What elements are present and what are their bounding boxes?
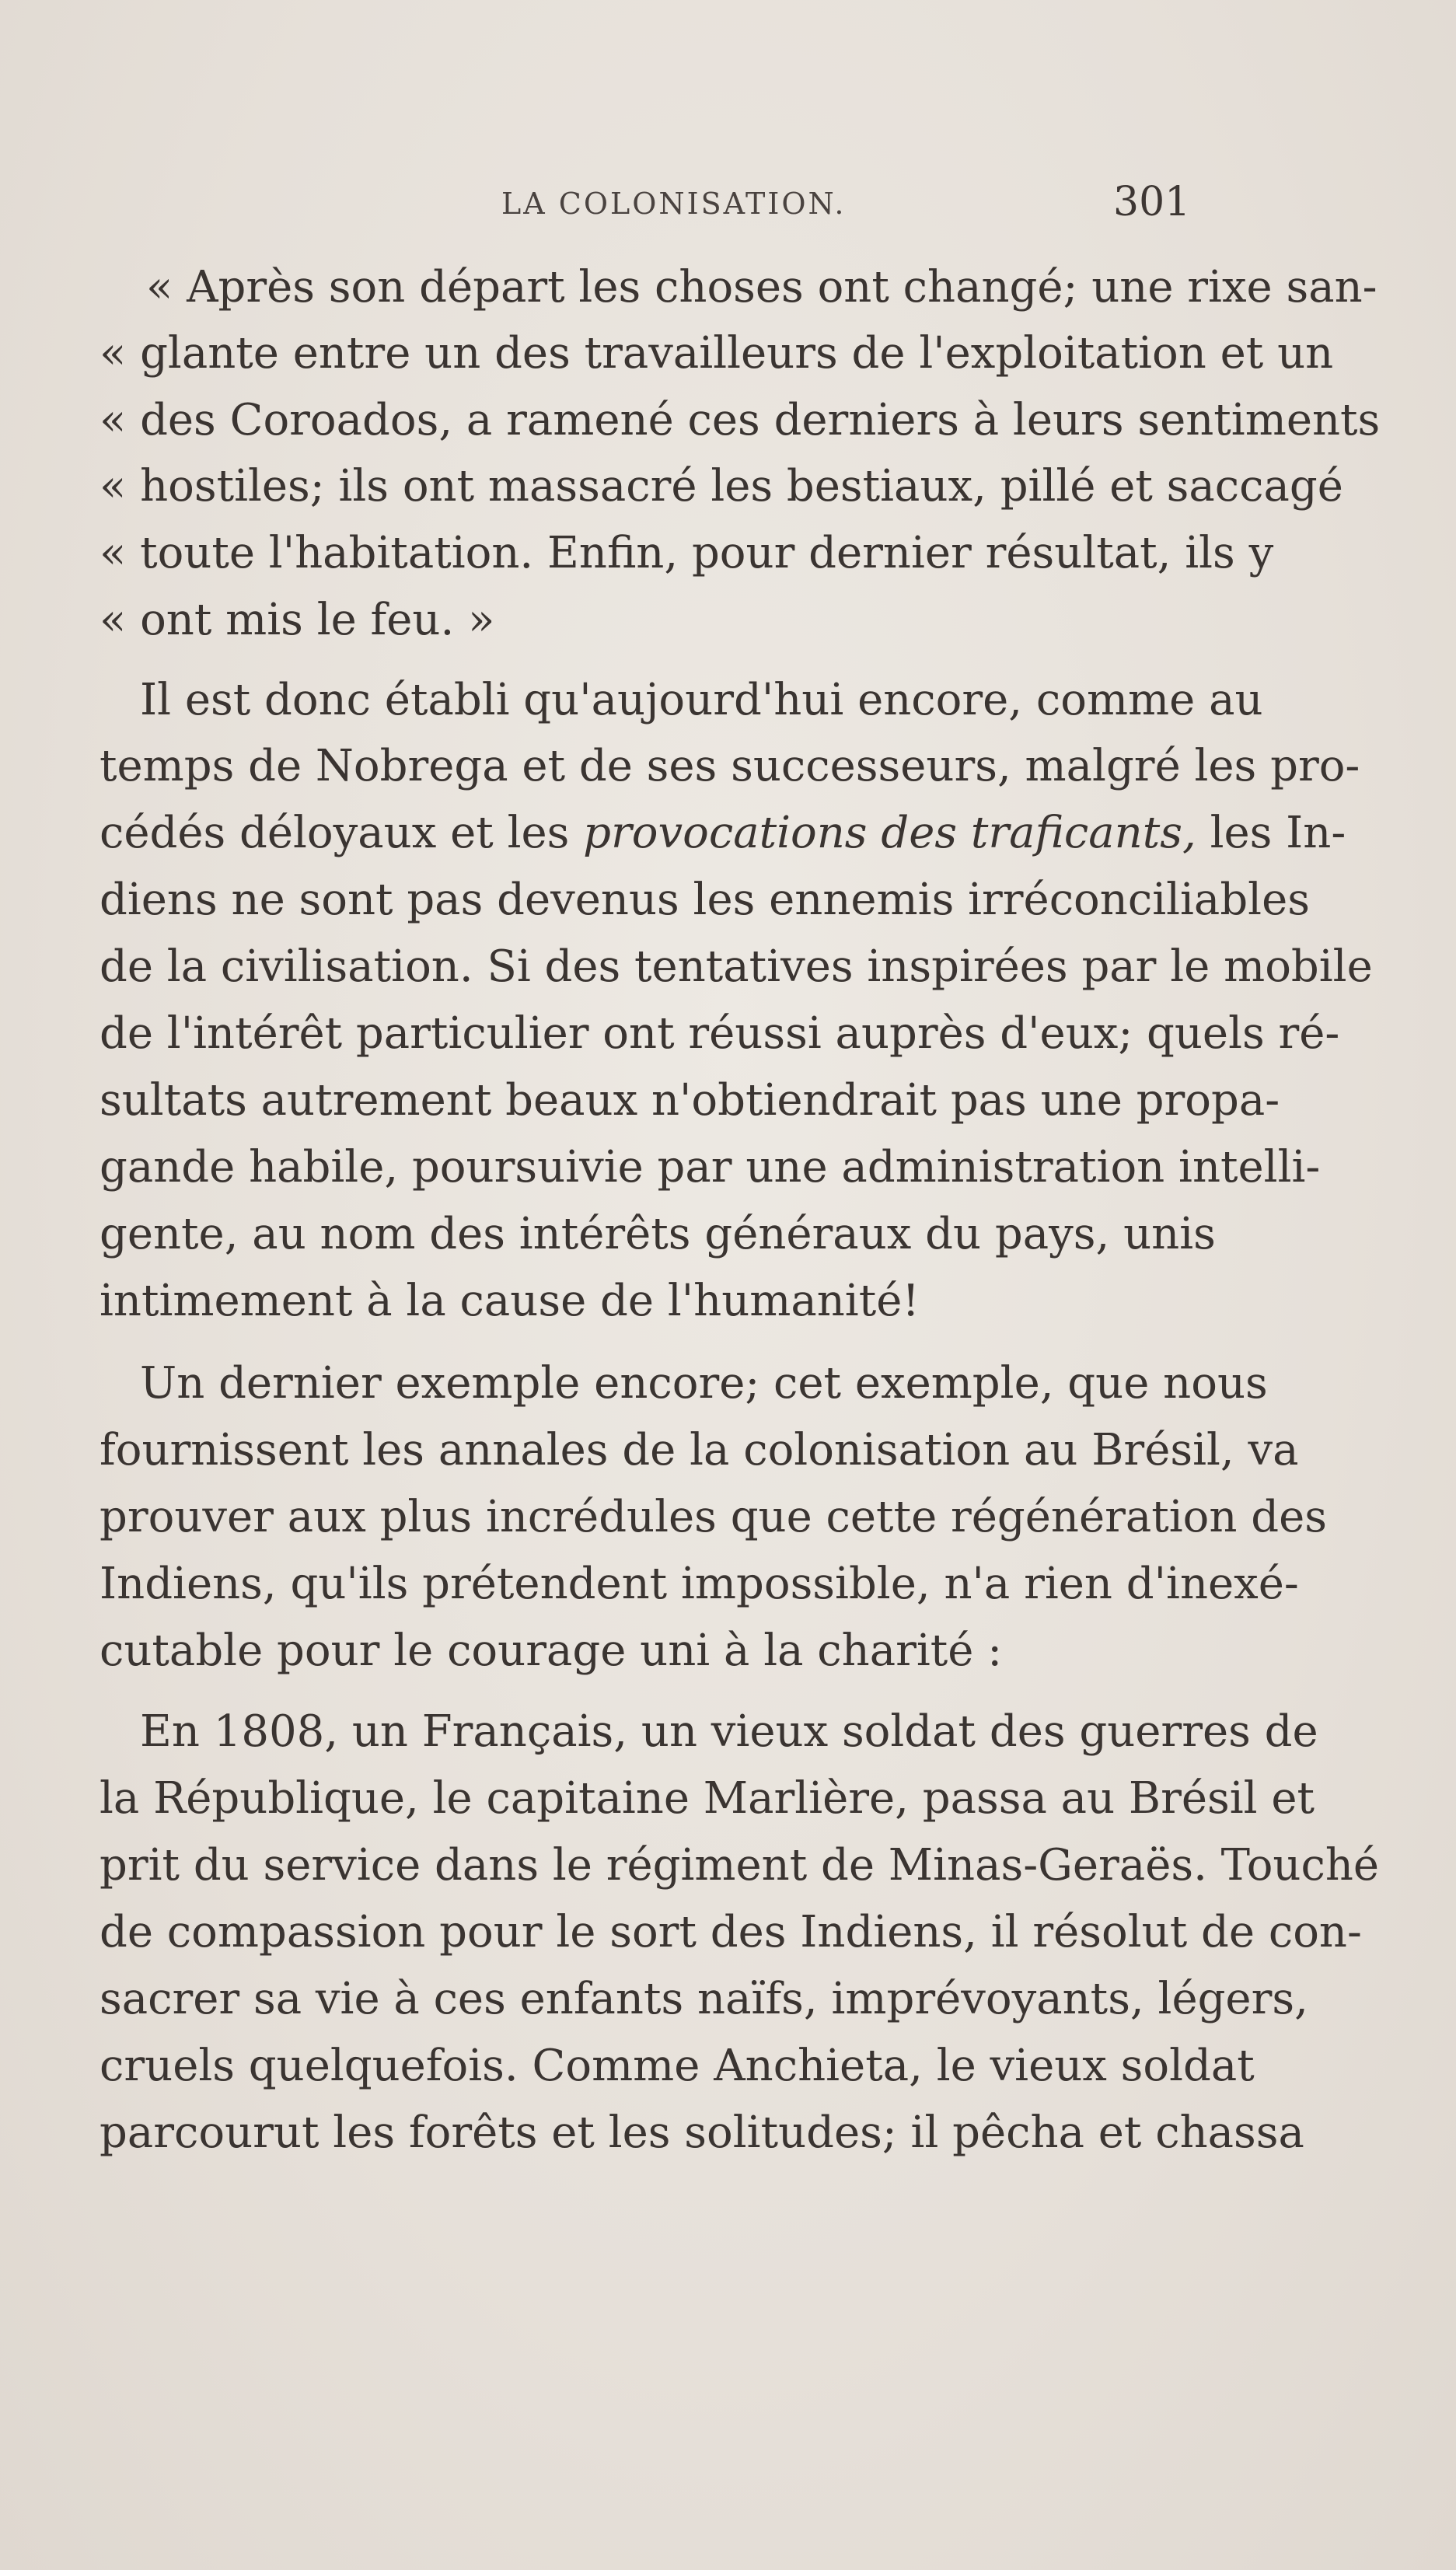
- text-line: cruels quelquefois. Comme Anchieta, le vieux soldat: [100, 2041, 1255, 2091]
- text-line: de compassion pour le sort des Indiens, il résolut de con-: [100, 1907, 1362, 1957]
- text-line: cutable pour le courage uni à la charité :: [100, 1625, 1003, 1676]
- text-line: « des Coroados, a ramené ces derniers à leurs sentiments: [100, 395, 1381, 445]
- text-line: prouver aux plus incrédules que cette régénération des: [100, 1492, 1327, 1542]
- text-line: Il est donc établi qu'aujourd'hui encore, comme au: [140, 675, 1263, 725]
- text-line: « Après son départ les choses ont changé; une rixe san-: [146, 262, 1377, 313]
- text-line: gente, au nom des intérêts généraux du pays, unis: [100, 1209, 1216, 1259]
- italic-phrase: provocations des traficants,: [583, 808, 1196, 858]
- text-segment: cédés déloyaux et les: [100, 808, 570, 858]
- text-line-mixed: [100, 808, 1346, 858]
- text-line: temps de Nobrega et de ses successeurs, malgré les pro-: [100, 741, 1360, 791]
- text-line: « toute l'habitation. Enfin, pour dernier résultat, ils y: [100, 528, 1274, 578]
- text-line: de l'intérêt particulier ont réussi auprès d'eux; quels ré-: [100, 1008, 1340, 1059]
- text-line: diens ne sont pas devenus les ennemis irréconciliables: [100, 875, 1310, 925]
- text-line: la République, le capitaine Marlière, passa au Brésil et: [100, 1773, 1315, 1824]
- text-line: gande habile, poursuivie par une administration intelli-: [100, 1142, 1321, 1192]
- text-line: Indiens, qu'ils prétendent impossible, n'a rien d'inexé-: [100, 1559, 1299, 1609]
- text-line: sultats autrement beaux n'obtiendrait pas une propa-: [100, 1075, 1280, 1126]
- text-line: fournissent les annales de la colonisation au Brésil, va: [100, 1425, 1299, 1475]
- text-line: En 1808, un Français, un vieux soldat des guerres de: [140, 1706, 1318, 1757]
- text-line: « hostiles; ils ont massacré les bestiaux, pillé et saccagé: [100, 461, 1343, 512]
- text-line: « glante entre un des travailleurs de l'exploitation et un: [100, 328, 1334, 379]
- text-line: de la civilisation. Si des tentatives inspirées par le mobile: [100, 941, 1373, 992]
- text-line: « ont mis le feu. »: [100, 595, 495, 645]
- page-number: 301: [1113, 179, 1191, 225]
- text-line: prit du service dans le régiment de Minas-Geraës. Touché: [100, 1840, 1380, 1891]
- text-line: intimement à la cause de l'humanité!: [100, 1276, 920, 1326]
- text-line: parcourut les forêts et les solitudes; il pêcha et chassa: [100, 2107, 1304, 2158]
- text-segment: les In-: [1210, 808, 1346, 858]
- running-header: LA COLONISATION.: [501, 187, 847, 221]
- text-line: sacrer sa vie à ces enfants naïfs, imprévoyants, légers,: [100, 1974, 1308, 2024]
- text-line: Un dernier exemple encore; cet exemple, que nous: [140, 1358, 1268, 1409]
